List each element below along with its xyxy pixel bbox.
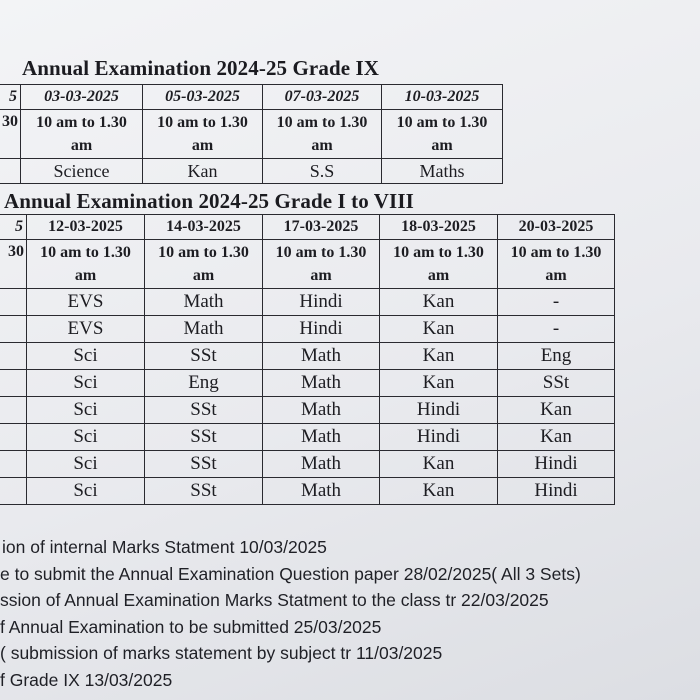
subject-cell: Kan [380, 343, 498, 370]
grade9-time-row [0, 110, 503, 159]
grade9-date: 05-03-2025 [143, 85, 263, 110]
subject-cell: Hindi [498, 478, 615, 505]
time-line: am [310, 267, 332, 284]
time-line: am [427, 267, 450, 284]
note-text: ion of internal Marks Statment 10/03/2025 [2, 537, 327, 557]
time-line: 10 am to 1.30 [158, 244, 249, 261]
grade1to8-date: 17-03-2025 [263, 215, 380, 240]
note-text: e to submit the Annual Examination Question paper 28/02/2025( All 3 Sets) [0, 563, 581, 584]
grade1to8-date: 18-03-2025 [380, 215, 498, 240]
grade9-date: 07-03-2025 [263, 85, 382, 110]
grade9-time [143, 110, 263, 159]
subject-cell: Sci [27, 343, 145, 370]
grade9-date: 03-03-2025 [21, 85, 143, 110]
subject-cell: EVS [27, 316, 145, 343]
grade9-title: Annual Examination 2024-25 Grade IX [22, 56, 380, 80]
grade9-lead-time [0, 110, 21, 159]
grade1to8-date-row [0, 215, 615, 240]
time-line: am [70, 137, 93, 154]
grade9-time [382, 110, 503, 159]
subject-cell: Kan [380, 316, 498, 343]
grade1to8-timetable [0, 214, 615, 505]
subject-cell: SSt [145, 424, 263, 451]
subject-cell: Hindi [498, 451, 615, 478]
subject-cell: Eng [498, 343, 615, 370]
subject-cell: Hindi [263, 289, 380, 316]
grade9-time [21, 110, 143, 159]
time-line: am [311, 137, 333, 154]
subject-cell: Math [263, 451, 380, 478]
table-row [0, 343, 615, 370]
subject-cell: Math [263, 397, 380, 424]
grade9-lead-subject [0, 159, 21, 184]
subject-cell: Kan [380, 478, 498, 505]
subject-cell: Hindi [263, 316, 380, 343]
subject-cell: Kan [498, 424, 615, 451]
grade9-date-row [0, 85, 503, 110]
subject-cell: Sci [27, 478, 145, 505]
grade1to8-time [380, 240, 498, 289]
grade9-lead-date: 5 [0, 85, 21, 110]
grade1to8-title: Annual Examination 2024-25 Grade I to VIII [4, 189, 414, 213]
subject-cell: Kan [380, 370, 498, 397]
subject-cell: Sci [27, 424, 145, 451]
subject-cell: - [498, 289, 615, 316]
lead-cell [0, 451, 27, 478]
lead-cell [0, 289, 27, 316]
time-line: 10 am to 1.30 [275, 244, 367, 261]
grade1to8-date: 14-03-2025 [145, 215, 263, 240]
subject-cell: Sci [27, 397, 145, 424]
subject-cell: - [498, 316, 615, 343]
note-text: ssion of Annual Examination Marks Statment to the class tr 22/03/2025 [0, 590, 549, 610]
time-line: am [74, 267, 97, 284]
table-row [0, 289, 615, 316]
table-row [0, 370, 615, 397]
grade9-date: 10-03-2025 [382, 85, 503, 110]
grade9-time [263, 110, 382, 159]
time-line: 10 am to 1.30 [157, 114, 248, 131]
time-line: 10 am to 1.30 [36, 114, 127, 131]
grade1to8-time [498, 240, 615, 289]
table-row [0, 478, 615, 505]
subject-cell: Kan [380, 451, 498, 478]
time-line: 10 am to 1.30 [396, 114, 488, 131]
subject-cell: Math [263, 424, 380, 451]
subject-cell: EVS [27, 289, 145, 316]
time-line: 10 am to 1.30 [40, 244, 131, 261]
grade1to8-lead-date: 5 [0, 215, 27, 240]
grade1to8-time [145, 240, 263, 289]
subject-cell: SSt [498, 370, 615, 397]
grade1to8-time-row [0, 240, 615, 289]
subject-cell: Hindi [380, 397, 498, 424]
lead-cell [0, 397, 27, 424]
grade1to8-time [27, 240, 145, 289]
time-line: 30 [8, 243, 24, 260]
table-row [0, 424, 615, 451]
note-text: f Annual Examination to be submitted 25/03/2025 [0, 616, 382, 637]
time-line: 10 am to 1.30 [393, 244, 484, 261]
subject-cell: SSt [145, 397, 263, 424]
subject-cell: Sci [27, 370, 145, 397]
grade9-subject-row [0, 159, 503, 184]
subject-cell: Math [263, 370, 380, 397]
grade9-subject: S.S [263, 159, 382, 184]
time-line: am [545, 267, 567, 284]
subject-cell: Kan [380, 289, 498, 316]
subject-cell: Hindi [380, 424, 498, 451]
lead-cell [0, 424, 27, 451]
note-text: f Grade IX 13/03/2025 [0, 669, 173, 690]
lead-cell [0, 316, 27, 343]
grade9-subject: Kan [143, 159, 263, 184]
table-row [0, 451, 615, 478]
table-row [0, 316, 615, 343]
lead-cell [0, 370, 27, 397]
subject-cell: Eng [145, 370, 263, 397]
time-line: 30 [2, 113, 18, 130]
time-line: am [431, 137, 453, 154]
subject-cell: Math [145, 289, 263, 316]
subject-cell: Sci [27, 451, 145, 478]
lead-cell [0, 343, 27, 370]
subject-cell: Math [263, 478, 380, 505]
grade9-subject: Science [21, 159, 143, 184]
subject-cell: SSt [145, 343, 263, 370]
time-line: am [192, 267, 215, 284]
subject-cell: Kan [498, 397, 615, 424]
lead-cell [0, 478, 27, 505]
grade1to8-time [263, 240, 380, 289]
subject-cell: Math [263, 343, 380, 370]
time-line: am [191, 137, 214, 154]
grade1to8-date: 12-03-2025 [27, 215, 145, 240]
grade1to8-date: 20-03-2025 [498, 215, 615, 240]
note-text: ( submission of marks statement by subject tr 11/03/2025 [0, 643, 443, 663]
grade9-timetable [0, 84, 503, 184]
subject-cell: Math [145, 316, 263, 343]
table-row [0, 397, 615, 424]
subject-cell: SSt [145, 451, 263, 478]
grade1to8-lead-time [0, 240, 27, 289]
subject-cell: SSt [145, 478, 263, 505]
time-line: 10 am to 1.30 [276, 114, 368, 131]
grade9-subject: Maths [382, 159, 503, 184]
time-line: 10 am to 1.30 [510, 244, 602, 261]
